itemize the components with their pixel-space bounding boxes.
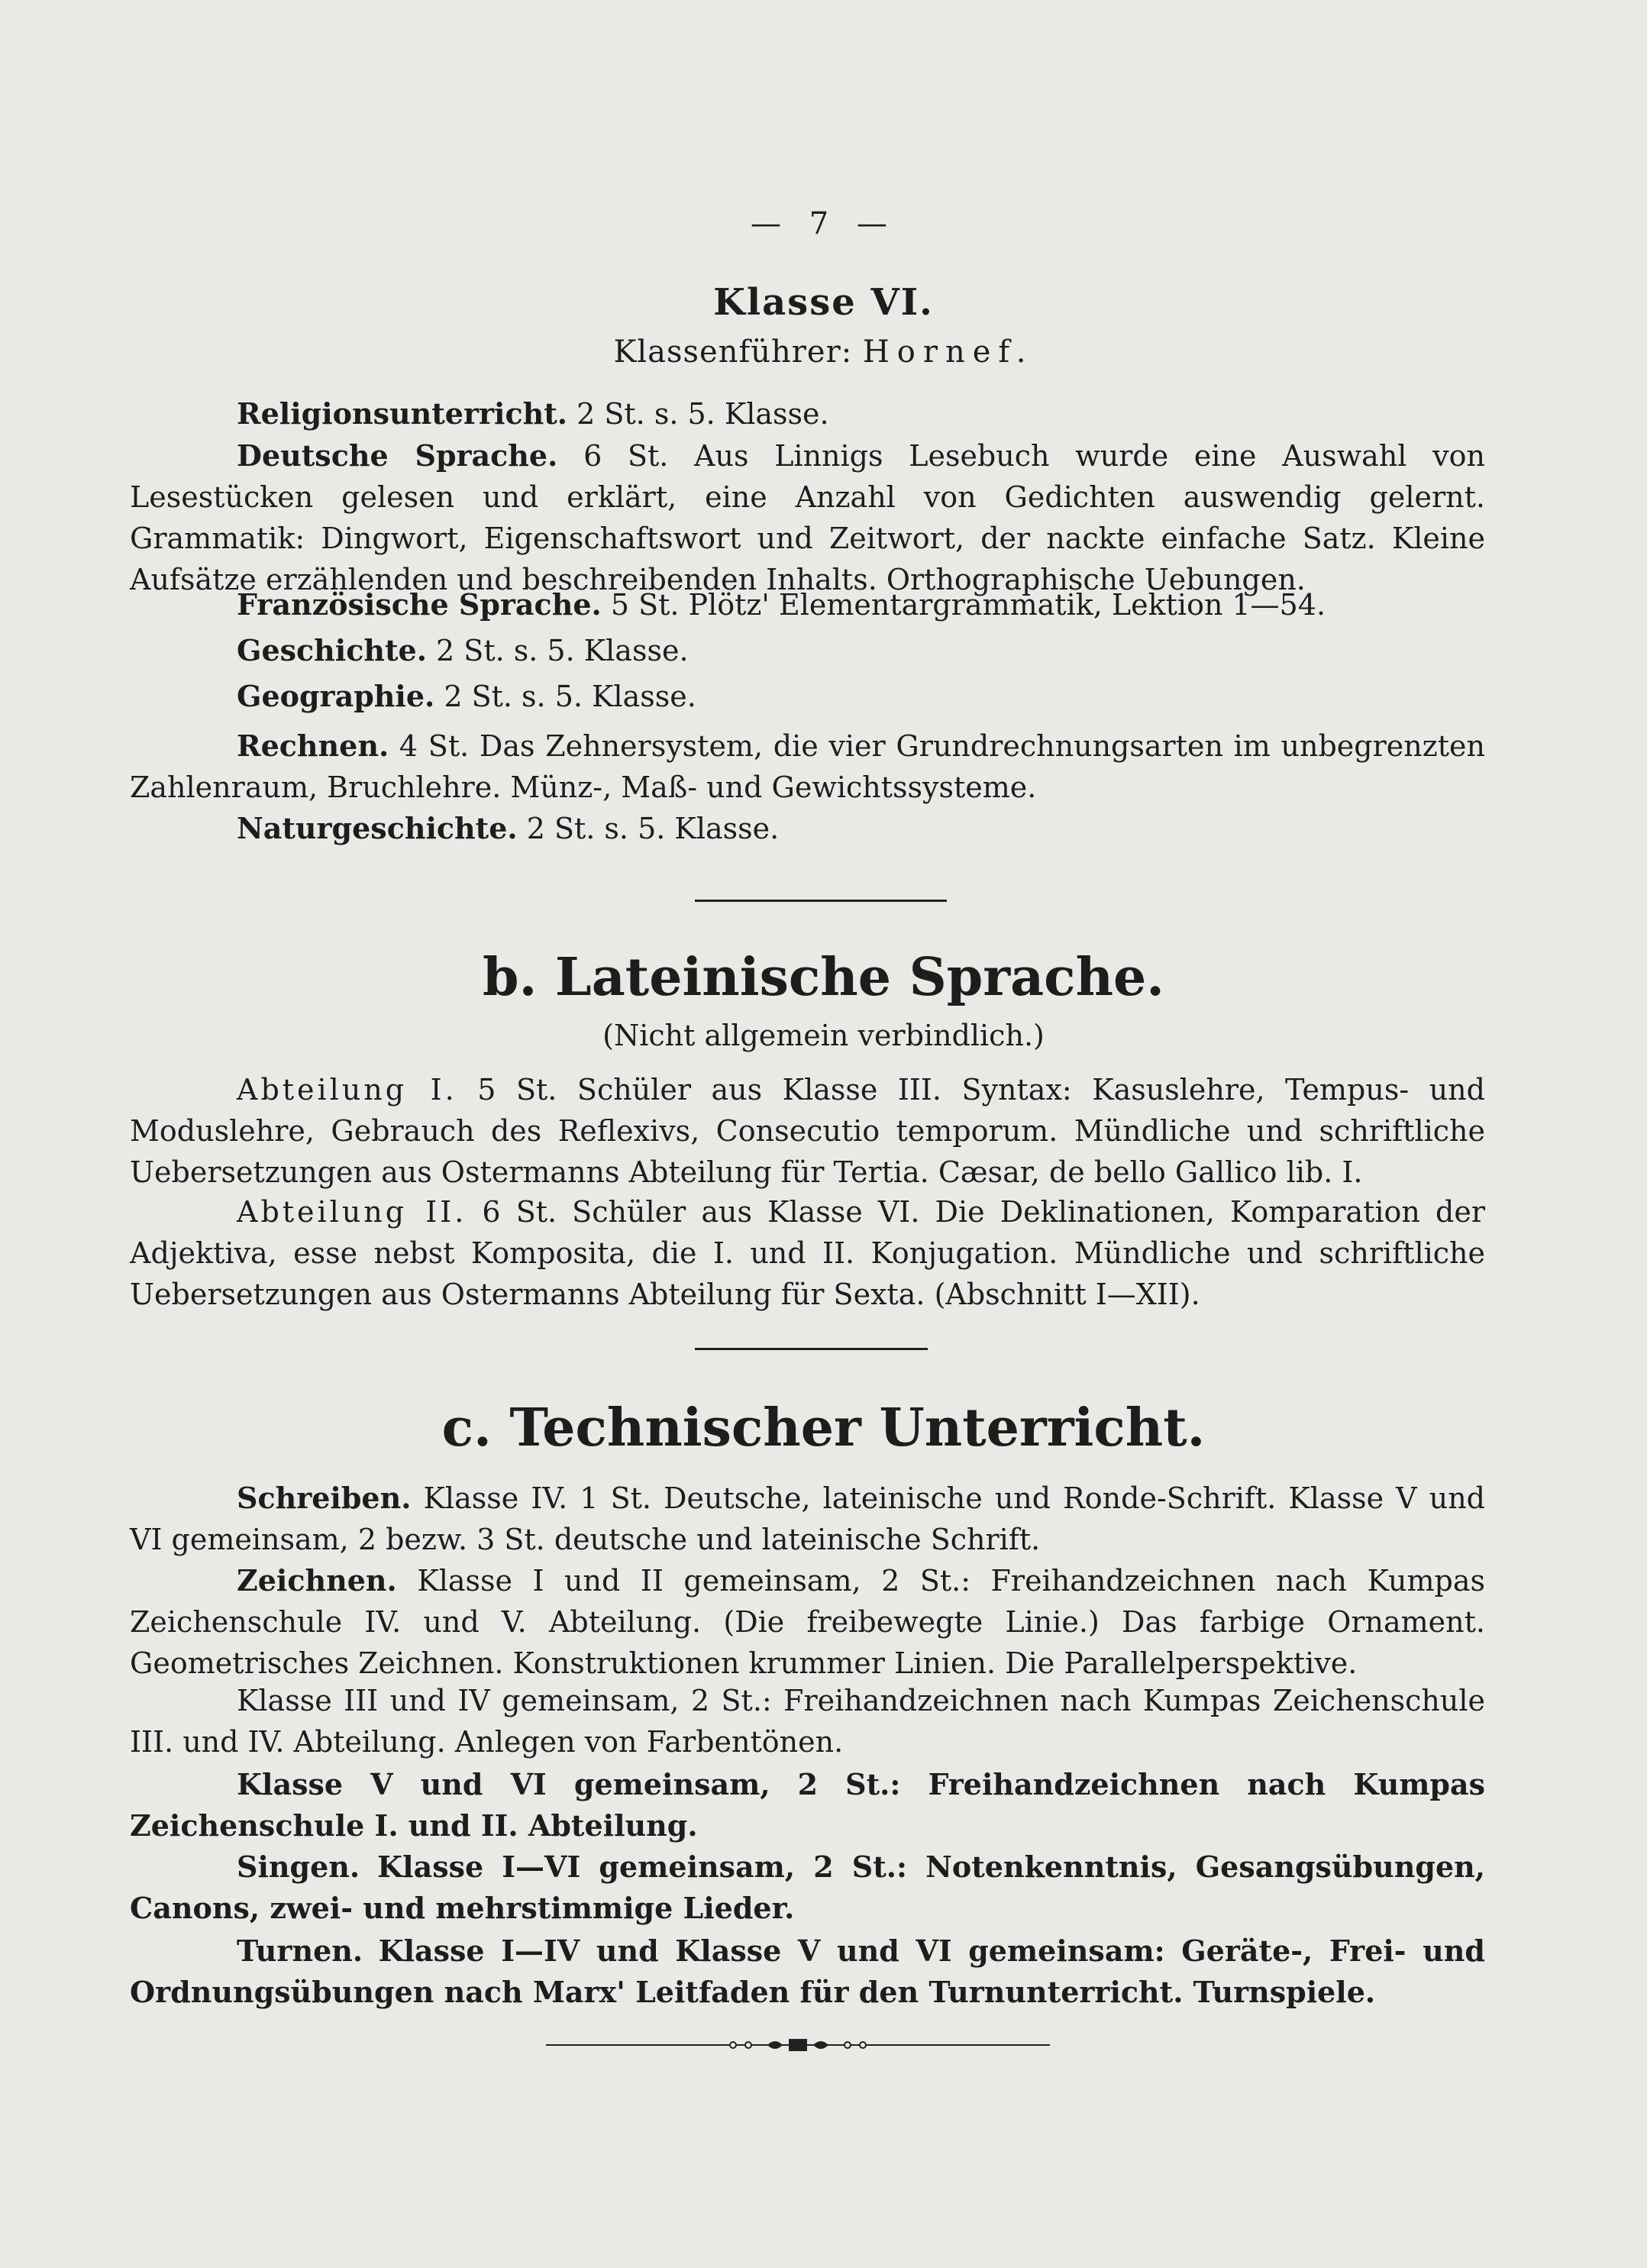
section-b-title: b. Lateinische Sprache. (483, 947, 1164, 1008)
paragraph-text: Klasse I—VI gemeinsam, 2 St.: Notenkenntnis, Gesangsübungen, Canons, zwei- und mehrstimmige Lieder. (130, 1850, 1485, 1925)
subject-text: 2 St. s. 5. Klasse. (576, 397, 829, 431)
divider-rule (695, 1348, 928, 1350)
section-b-paragraph-1 (130, 1069, 1485, 1193)
subject-naturgeschichte (237, 808, 779, 849)
paragraph-text: Klasse III und IV gemeinsam, 2 St.: Freihandzeichnen nach Kumpas Zeichenschule III. und IV. Abteilung. Anlegen von Farbentönen. (130, 1684, 1485, 1759)
subject-label: Naturgeschichte. (237, 811, 518, 845)
page-number: — 7 — (751, 206, 896, 241)
paragraph-label: Singen. (237, 1850, 360, 1884)
paragraph-text: 6 St. Schüler aus Klasse VI. Die Deklinationen, Komparation der Adjektiva, esse nebst Komposita, die I. und II. Konjugation. Mündliche und schriftliche Uebersetzungen aus Ostermanns Abteilung für Sexta. (Abschnitt I—XII). (130, 1195, 1485, 1311)
subject-deutsch (130, 435, 1485, 600)
divider-rule (695, 900, 947, 902)
paragraph-label: Abteilung II. (237, 1195, 467, 1229)
technical-zeichnen (130, 1560, 1485, 1684)
paragraph-label: Zeichnen. (237, 1563, 397, 1598)
paragraph-text: 5 St. Schüler aus Klasse III. Syntax: Kasuslehre, Tempus- und Moduslehre, Gebrauch des Reflexivs, Consecutio temporum. Mündliche und schriftliche Uebersetzungen aus Ostermanns Abteilung für Tertia. Cæsar, de bello Gallico lib. I. (130, 1073, 1485, 1189)
class-heading: Klasse VI. (713, 281, 934, 324)
paragraph-text: Klasse IV. 1 St. Deutsche, lateinische und Ronde-Schrift. Klasse V und VI gemeinsam, 2 bezw. 3 St. deutsche und lateinische Schrift. (130, 1481, 1485, 1556)
class-leader-label: Klassenführer: (613, 334, 853, 370)
subject-label: Deutsche Sprache. (237, 438, 558, 473)
subject-text: 2 St. s. 5. Klasse. (526, 812, 780, 845)
technical-singen (130, 1846, 1485, 1929)
technical-schreiben (130, 1478, 1485, 1560)
paragraph-label: Schreiben. (237, 1481, 412, 1515)
subject-geschichte (237, 630, 689, 671)
section-c-title: c. Technischer Unterricht. (441, 1397, 1206, 1459)
subject-rechnen (130, 725, 1485, 808)
subject-label: Französische Sprache. (237, 587, 602, 622)
subject-label: Geographie. (237, 679, 435, 713)
subject-text: 4 St. Das Zehnersystem, die vier Grundrechnungsarten im unbegrenzten Zahlenraum, Bruchlehre. Münz-, Maß- und Gewichtssysteme. (130, 729, 1485, 804)
paragraph-label: Abteilung I. (237, 1073, 457, 1107)
subject-text: 5 St. Plötz' Elementargrammatik, Lektion 1—54. (610, 588, 1326, 622)
section-b-subtitle: (Nicht allgemein verbindlich.) (602, 1019, 1045, 1052)
section-b-paragraph-2 (130, 1191, 1485, 1315)
paragraph-label: Turnen. (237, 1934, 363, 1968)
subject-geographie (237, 676, 696, 717)
end-ornament (546, 2037, 1050, 2053)
subject-text: 2 St. s. 5. Klasse. (436, 634, 689, 667)
paragraph-text: Klasse V und VI gemeinsam, 2 St.: Freihandzeichnen nach Kumpas Zeichenschule I. und II. Abteilung. (130, 1767, 1485, 1843)
technical-zeichnen-3 (130, 1764, 1485, 1846)
class-leader-name: Hornef. (862, 334, 1034, 370)
class-leader-line (0, 334, 1647, 370)
paragraph-text: Klasse I und II gemeinsam, 2 St.: Freihandzeichnen nach Kumpas Zeichenschule IV. und V. Abteilung. (Die freibewegte Linie.) Das farbige Ornament. Geometrisches Zeichnen. Konstruktionen krummer Linien. Die Parallelperspektive. (130, 1564, 1485, 1680)
subject-religion (237, 393, 829, 435)
subject-label: Geschichte. (237, 633, 427, 667)
subject-franzoesisch (237, 584, 1326, 625)
technical-turnen (130, 1930, 1485, 2013)
technical-zeichnen-2 (130, 1680, 1485, 1762)
subject-text: 2 St. s. 5. Klasse. (444, 680, 696, 713)
subject-label: Religionsunterricht. (237, 396, 568, 431)
subject-text: 6 St. Aus Linnigs Lesebuch wurde eine Auswahl von Lesestücken gelesen und erklärt, eine Anzahl von Gedichten auswendig gelernt. Grammatik: Dingwort, Eigenschaftswort und Zeitwort, der nackte einfache Satz. Kleine Aufsätze erzählenden und beschreibenden Inhalts. Orthographische Uebungen. (130, 439, 1485, 596)
paragraph-text: Klasse I—IV und Klasse V und VI gemeinsam: Geräte-, Frei- und Ordnungsübungen nach Marx' Leitfaden für den Turnunterricht. Turnspiele. (130, 1934, 1485, 2009)
subject-label: Rechnen. (237, 729, 389, 763)
